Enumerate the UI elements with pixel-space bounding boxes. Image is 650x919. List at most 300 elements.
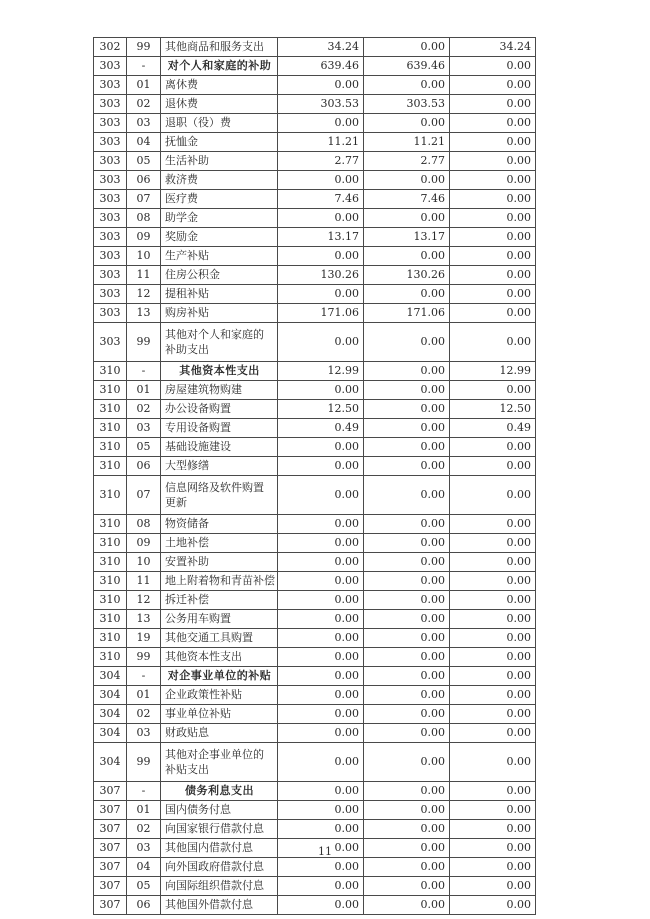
table-row bbox=[94, 648, 536, 667]
class-code-cell: 307 bbox=[94, 858, 127, 877]
item-name-cell: 向外国政府借款付息 bbox=[161, 858, 278, 877]
table-row bbox=[94, 419, 536, 438]
total-amount-cell: 0.00 bbox=[278, 285, 364, 304]
project-expenditure-cell: 0.00 bbox=[450, 782, 536, 801]
table-row bbox=[94, 724, 536, 743]
budget-expenditure-table bbox=[93, 37, 536, 915]
item-code-cell: 10 bbox=[127, 553, 161, 572]
table-row bbox=[94, 95, 536, 114]
table-row bbox=[94, 152, 536, 171]
basic-expenditure-cell: 0.00 bbox=[364, 858, 450, 877]
total-amount-cell: 0.00 bbox=[278, 534, 364, 553]
project-expenditure-cell: 0.00 bbox=[450, 572, 536, 591]
item-code-cell: 03 bbox=[127, 114, 161, 133]
table-row bbox=[94, 209, 536, 228]
total-amount-cell: 7.46 bbox=[278, 190, 364, 209]
class-code-cell: 310 bbox=[94, 553, 127, 572]
total-amount-cell: 0.00 bbox=[278, 247, 364, 266]
item-code-cell: 12 bbox=[127, 285, 161, 304]
item-name-cell: 助学金 bbox=[161, 209, 278, 228]
total-amount-cell: 0.00 bbox=[278, 381, 364, 400]
class-code-cell: 310 bbox=[94, 610, 127, 629]
table-row bbox=[94, 705, 536, 724]
total-amount-cell: 0.00 bbox=[278, 629, 364, 648]
basic-expenditure-cell: 11.21 bbox=[364, 133, 450, 152]
project-expenditure-cell: 0.00 bbox=[450, 228, 536, 247]
class-code-cell: 304 bbox=[94, 686, 127, 705]
class-code-cell: 310 bbox=[94, 457, 127, 476]
basic-expenditure-cell: 0.00 bbox=[364, 610, 450, 629]
basic-expenditure-cell: 7.46 bbox=[364, 190, 450, 209]
class-code-cell: 310 bbox=[94, 362, 127, 381]
class-code-cell: 303 bbox=[94, 171, 127, 190]
class-code-cell: 307 bbox=[94, 801, 127, 820]
total-amount-cell: 13.17 bbox=[278, 228, 364, 247]
basic-expenditure-cell: 0.00 bbox=[364, 400, 450, 419]
class-code-cell: 307 bbox=[94, 839, 127, 858]
item-code-cell: 02 bbox=[127, 705, 161, 724]
total-amount-cell: 0.00 bbox=[278, 610, 364, 629]
project-expenditure-cell: 0.00 bbox=[450, 820, 536, 839]
item-name-cell: 事业单位补贴 bbox=[161, 705, 278, 724]
item-code-cell: 13 bbox=[127, 610, 161, 629]
item-name-cell: 向国际组织借款付息 bbox=[161, 877, 278, 896]
section-row bbox=[94, 362, 536, 381]
total-amount-cell: 171.06 bbox=[278, 304, 364, 323]
project-expenditure-cell: 0.00 bbox=[450, 591, 536, 610]
project-expenditure-cell: 0.49 bbox=[450, 419, 536, 438]
total-amount-cell: 0.00 bbox=[278, 801, 364, 820]
item-code-cell: - bbox=[127, 57, 161, 76]
item-code-cell: 04 bbox=[127, 133, 161, 152]
table-row bbox=[94, 323, 536, 362]
class-code-cell: 303 bbox=[94, 247, 127, 266]
item-name-cell: 房屋建筑物购建 bbox=[161, 381, 278, 400]
item-code-cell: 19 bbox=[127, 629, 161, 648]
table-row bbox=[94, 591, 536, 610]
class-code-cell: 303 bbox=[94, 323, 127, 362]
total-amount-cell: 0.00 bbox=[278, 858, 364, 877]
item-code-cell: 03 bbox=[127, 419, 161, 438]
item-code-cell: 09 bbox=[127, 534, 161, 553]
class-code-cell: 303 bbox=[94, 95, 127, 114]
basic-expenditure-cell: 0.00 bbox=[364, 801, 450, 820]
total-amount-cell: 0.00 bbox=[278, 171, 364, 190]
item-name-cell: 其他国外借款付息 bbox=[161, 896, 278, 915]
total-amount-cell: 0.49 bbox=[278, 419, 364, 438]
item-name-cell: 其他国内借款付息 bbox=[161, 839, 278, 858]
total-amount-cell: 0.00 bbox=[278, 515, 364, 534]
class-code-cell: 307 bbox=[94, 820, 127, 839]
basic-expenditure-cell: 0.00 bbox=[364, 896, 450, 915]
basic-expenditure-cell: 0.00 bbox=[364, 553, 450, 572]
total-amount-cell: 0.00 bbox=[278, 572, 364, 591]
total-amount-cell: 12.99 bbox=[278, 362, 364, 381]
basic-expenditure-cell: 2.77 bbox=[364, 152, 450, 171]
class-code-cell: 307 bbox=[94, 896, 127, 915]
page-number: 11 bbox=[318, 845, 332, 858]
table-row bbox=[94, 381, 536, 400]
project-expenditure-cell: 0.00 bbox=[450, 266, 536, 285]
item-code-cell: 05 bbox=[127, 438, 161, 457]
total-amount-cell: 0.00 bbox=[278, 724, 364, 743]
item-code-cell: 02 bbox=[127, 820, 161, 839]
section-row bbox=[94, 667, 536, 686]
item-name-cell: 大型修缮 bbox=[161, 457, 278, 476]
basic-expenditure-cell: 0.00 bbox=[364, 820, 450, 839]
class-code-cell: 310 bbox=[94, 629, 127, 648]
basic-expenditure-cell: 0.00 bbox=[364, 743, 450, 782]
class-code-cell: 310 bbox=[94, 381, 127, 400]
item-code-cell: 10 bbox=[127, 247, 161, 266]
item-code-cell: 04 bbox=[127, 858, 161, 877]
total-amount-cell: 0.00 bbox=[278, 438, 364, 457]
item-code-cell: 11 bbox=[127, 266, 161, 285]
basic-expenditure-cell: 0.00 bbox=[364, 648, 450, 667]
section-row bbox=[94, 57, 536, 76]
table-row bbox=[94, 572, 536, 591]
table-row bbox=[94, 629, 536, 648]
table-row bbox=[94, 457, 536, 476]
item-name-cell: 其他商品和服务支出 bbox=[161, 38, 278, 57]
basic-expenditure-cell: 0.00 bbox=[364, 419, 450, 438]
item-name-cell: 信息网络及软件购置更新 bbox=[161, 476, 278, 515]
item-name-cell: 抚恤金 bbox=[161, 133, 278, 152]
item-code-cell: 05 bbox=[127, 877, 161, 896]
class-code-cell: 303 bbox=[94, 57, 127, 76]
item-name-cell: 生活补助 bbox=[161, 152, 278, 171]
project-expenditure-cell: 0.00 bbox=[450, 534, 536, 553]
total-amount-cell: 0.00 bbox=[278, 667, 364, 686]
table-row bbox=[94, 686, 536, 705]
total-amount-cell: 0.00 bbox=[278, 209, 364, 228]
table-row bbox=[94, 171, 536, 190]
total-amount-cell: 0.00 bbox=[278, 76, 364, 95]
total-amount-cell: 12.50 bbox=[278, 400, 364, 419]
total-amount-cell: 0.00 bbox=[278, 839, 364, 858]
table-row bbox=[94, 877, 536, 896]
table-row bbox=[94, 400, 536, 419]
item-code-cell: - bbox=[127, 667, 161, 686]
item-name-cell: 其他资本性支出 bbox=[161, 648, 278, 667]
table-row bbox=[94, 820, 536, 839]
class-code-cell: 307 bbox=[94, 877, 127, 896]
total-amount-cell: 0.00 bbox=[278, 553, 364, 572]
class-code-cell: 304 bbox=[94, 705, 127, 724]
item-name-cell: 其他对企事业单位的补贴支出 bbox=[161, 743, 278, 782]
table-row bbox=[94, 438, 536, 457]
item-name-cell: 生产补贴 bbox=[161, 247, 278, 266]
basic-expenditure-cell: 0.00 bbox=[364, 667, 450, 686]
basic-expenditure-cell: 0.00 bbox=[364, 381, 450, 400]
basic-expenditure-cell: 0.00 bbox=[364, 323, 450, 362]
total-amount-cell: 11.21 bbox=[278, 133, 364, 152]
class-code-cell: 304 bbox=[94, 743, 127, 782]
table-row bbox=[94, 896, 536, 915]
item-name-cell: 对企事业单位的补贴 bbox=[161, 667, 278, 686]
table-row bbox=[94, 515, 536, 534]
project-expenditure-cell: 0.00 bbox=[450, 667, 536, 686]
item-name-cell: 企业政策性补贴 bbox=[161, 686, 278, 705]
basic-expenditure-cell: 0.00 bbox=[364, 515, 450, 534]
item-name-cell: 债务利息支出 bbox=[161, 782, 278, 801]
item-code-cell: 06 bbox=[127, 896, 161, 915]
basic-expenditure-cell: 0.00 bbox=[364, 247, 450, 266]
item-name-cell: 拆迁补偿 bbox=[161, 591, 278, 610]
class-code-cell: 302 bbox=[94, 38, 127, 57]
item-name-cell: 医疗费 bbox=[161, 190, 278, 209]
basic-expenditure-cell: 639.46 bbox=[364, 57, 450, 76]
project-expenditure-cell: 0.00 bbox=[450, 686, 536, 705]
item-name-cell: 购房补贴 bbox=[161, 304, 278, 323]
class-code-cell: 303 bbox=[94, 114, 127, 133]
table-row bbox=[94, 190, 536, 209]
table-row bbox=[94, 553, 536, 572]
class-code-cell: 303 bbox=[94, 76, 127, 95]
project-expenditure-cell: 0.00 bbox=[450, 247, 536, 266]
item-code-cell: 02 bbox=[127, 400, 161, 419]
item-code-cell: 08 bbox=[127, 209, 161, 228]
table-row bbox=[94, 534, 536, 553]
item-name-cell: 国内债务付息 bbox=[161, 801, 278, 820]
class-code-cell: 303 bbox=[94, 133, 127, 152]
table-row bbox=[94, 304, 536, 323]
project-expenditure-cell: 0.00 bbox=[450, 705, 536, 724]
project-expenditure-cell: 0.00 bbox=[450, 515, 536, 534]
project-expenditure-cell: 0.00 bbox=[450, 877, 536, 896]
item-name-cell: 土地补偿 bbox=[161, 534, 278, 553]
item-code-cell: 01 bbox=[127, 381, 161, 400]
item-code-cell: 08 bbox=[127, 515, 161, 534]
total-amount-cell: 0.00 bbox=[278, 114, 364, 133]
total-amount-cell: 2.77 bbox=[278, 152, 364, 171]
class-code-cell: 304 bbox=[94, 667, 127, 686]
item-code-cell: 99 bbox=[127, 38, 161, 57]
item-code-cell: 99 bbox=[127, 648, 161, 667]
project-expenditure-cell: 0.00 bbox=[450, 209, 536, 228]
project-expenditure-cell: 0.00 bbox=[450, 629, 536, 648]
table-row bbox=[94, 743, 536, 782]
total-amount-cell: 0.00 bbox=[278, 648, 364, 667]
basic-expenditure-cell: 0.00 bbox=[364, 76, 450, 95]
item-code-cell: - bbox=[127, 782, 161, 801]
project-expenditure-cell: 0.00 bbox=[450, 171, 536, 190]
project-expenditure-cell: 0.00 bbox=[450, 438, 536, 457]
project-expenditure-cell: 0.00 bbox=[450, 801, 536, 820]
item-name-cell: 救济费 bbox=[161, 171, 278, 190]
class-code-cell: 310 bbox=[94, 476, 127, 515]
item-code-cell: 02 bbox=[127, 95, 161, 114]
section-row bbox=[94, 782, 536, 801]
item-name-cell: 对个人和家庭的补助 bbox=[161, 57, 278, 76]
item-name-cell: 地上附着物和青苗补偿 bbox=[161, 572, 278, 591]
basic-expenditure-cell: 0.00 bbox=[364, 591, 450, 610]
project-expenditure-cell: 34.24 bbox=[450, 38, 536, 57]
total-amount-cell: 0.00 bbox=[278, 896, 364, 915]
item-code-cell: 12 bbox=[127, 591, 161, 610]
basic-expenditure-cell: 0.00 bbox=[364, 572, 450, 591]
class-code-cell: 310 bbox=[94, 591, 127, 610]
item-code-cell: 01 bbox=[127, 76, 161, 95]
project-expenditure-cell: 12.50 bbox=[450, 400, 536, 419]
basic-expenditure-cell: 0.00 bbox=[364, 457, 450, 476]
table-row bbox=[94, 133, 536, 152]
item-code-cell: 07 bbox=[127, 190, 161, 209]
project-expenditure-cell: 0.00 bbox=[450, 95, 536, 114]
project-expenditure-cell: 0.00 bbox=[450, 285, 536, 304]
basic-expenditure-cell: 0.00 bbox=[364, 114, 450, 133]
basic-expenditure-cell: 303.53 bbox=[364, 95, 450, 114]
table-row bbox=[94, 76, 536, 95]
table-row bbox=[94, 228, 536, 247]
table-row bbox=[94, 285, 536, 304]
table-row bbox=[94, 610, 536, 629]
class-code-cell: 310 bbox=[94, 438, 127, 457]
project-expenditure-cell: 0.00 bbox=[450, 553, 536, 572]
basic-expenditure-cell: 0.00 bbox=[364, 209, 450, 228]
basic-expenditure-cell: 171.06 bbox=[364, 304, 450, 323]
item-name-cell: 其他资本性支出 bbox=[161, 362, 278, 381]
project-expenditure-cell: 0.00 bbox=[450, 133, 536, 152]
class-code-cell: 303 bbox=[94, 190, 127, 209]
class-code-cell: 303 bbox=[94, 152, 127, 171]
item-name-cell: 办公设备购置 bbox=[161, 400, 278, 419]
table-row bbox=[94, 114, 536, 133]
class-code-cell: 303 bbox=[94, 304, 127, 323]
item-code-cell: 03 bbox=[127, 724, 161, 743]
item-code-cell: - bbox=[127, 362, 161, 381]
total-amount-cell: 34.24 bbox=[278, 38, 364, 57]
class-code-cell: 303 bbox=[94, 266, 127, 285]
basic-expenditure-cell: 0.00 bbox=[364, 686, 450, 705]
class-code-cell: 310 bbox=[94, 419, 127, 438]
table-row bbox=[94, 858, 536, 877]
class-code-cell: 303 bbox=[94, 228, 127, 247]
basic-expenditure-cell: 0.00 bbox=[364, 629, 450, 648]
item-name-cell: 基础设施建设 bbox=[161, 438, 278, 457]
item-code-cell: 99 bbox=[127, 323, 161, 362]
project-expenditure-cell: 0.00 bbox=[450, 457, 536, 476]
total-amount-cell: 130.26 bbox=[278, 266, 364, 285]
item-name-cell: 公务用车购置 bbox=[161, 610, 278, 629]
total-amount-cell: 639.46 bbox=[278, 57, 364, 76]
basic-expenditure-cell: 0.00 bbox=[364, 38, 450, 57]
project-expenditure-cell: 0.00 bbox=[450, 476, 536, 515]
project-expenditure-cell: 0.00 bbox=[450, 896, 536, 915]
total-amount-cell: 0.00 bbox=[278, 457, 364, 476]
table-row bbox=[94, 38, 536, 57]
class-code-cell: 310 bbox=[94, 534, 127, 553]
project-expenditure-cell: 0.00 bbox=[450, 304, 536, 323]
item-code-cell: 06 bbox=[127, 171, 161, 190]
total-amount-cell: 0.00 bbox=[278, 476, 364, 515]
item-name-cell: 安置补助 bbox=[161, 553, 278, 572]
class-code-cell: 310 bbox=[94, 648, 127, 667]
class-code-cell: 303 bbox=[94, 209, 127, 228]
class-code-cell: 310 bbox=[94, 515, 127, 534]
item-name-cell: 财政贴息 bbox=[161, 724, 278, 743]
project-expenditure-cell: 0.00 bbox=[450, 190, 536, 209]
item-name-cell: 提租补贴 bbox=[161, 285, 278, 304]
item-name-cell: 向国家银行借款付息 bbox=[161, 820, 278, 839]
item-name-cell: 奖励金 bbox=[161, 228, 278, 247]
basic-expenditure-cell: 0.00 bbox=[364, 724, 450, 743]
item-code-cell: 09 bbox=[127, 228, 161, 247]
total-amount-cell: 303.53 bbox=[278, 95, 364, 114]
basic-expenditure-cell: 130.26 bbox=[364, 266, 450, 285]
item-code-cell: 13 bbox=[127, 304, 161, 323]
project-expenditure-cell: 0.00 bbox=[450, 610, 536, 629]
table-body bbox=[94, 38, 536, 915]
project-expenditure-cell: 0.00 bbox=[450, 76, 536, 95]
class-code-cell: 307 bbox=[94, 782, 127, 801]
item-code-cell: 99 bbox=[127, 743, 161, 782]
total-amount-cell: 0.00 bbox=[278, 877, 364, 896]
total-amount-cell: 0.00 bbox=[278, 782, 364, 801]
item-name-cell: 专用设备购置 bbox=[161, 419, 278, 438]
class-code-cell: 310 bbox=[94, 400, 127, 419]
project-expenditure-cell: 0.00 bbox=[450, 743, 536, 782]
project-expenditure-cell: 0.00 bbox=[450, 839, 536, 858]
project-expenditure-cell: 12.99 bbox=[450, 362, 536, 381]
table-row bbox=[94, 476, 536, 515]
basic-expenditure-cell: 0.00 bbox=[364, 438, 450, 457]
table-row bbox=[94, 247, 536, 266]
total-amount-cell: 0.00 bbox=[278, 686, 364, 705]
item-code-cell: 07 bbox=[127, 476, 161, 515]
table-row bbox=[94, 266, 536, 285]
project-expenditure-cell: 0.00 bbox=[450, 114, 536, 133]
item-name-cell: 退职（役）费 bbox=[161, 114, 278, 133]
basic-expenditure-cell: 0.00 bbox=[364, 839, 450, 858]
item-name-cell: 退休费 bbox=[161, 95, 278, 114]
item-name-cell: 离休费 bbox=[161, 76, 278, 95]
basic-expenditure-cell: 0.00 bbox=[364, 476, 450, 515]
class-code-cell: 303 bbox=[94, 285, 127, 304]
project-expenditure-cell: 0.00 bbox=[450, 152, 536, 171]
basic-expenditure-cell: 0.00 bbox=[364, 782, 450, 801]
item-name-cell: 物资储备 bbox=[161, 515, 278, 534]
table-row bbox=[94, 801, 536, 820]
total-amount-cell: 0.00 bbox=[278, 705, 364, 724]
project-expenditure-cell: 0.00 bbox=[450, 381, 536, 400]
project-expenditure-cell: 0.00 bbox=[450, 323, 536, 362]
basic-expenditure-cell: 13.17 bbox=[364, 228, 450, 247]
item-name-cell: 其他交通工具购置 bbox=[161, 629, 278, 648]
total-amount-cell: 0.00 bbox=[278, 591, 364, 610]
item-name-cell: 住房公积金 bbox=[161, 266, 278, 285]
basic-expenditure-cell: 0.00 bbox=[364, 285, 450, 304]
basic-expenditure-cell: 0.00 bbox=[364, 171, 450, 190]
item-code-cell: 05 bbox=[127, 152, 161, 171]
basic-expenditure-cell: 0.00 bbox=[364, 534, 450, 553]
item-code-cell: 01 bbox=[127, 686, 161, 705]
project-expenditure-cell: 0.00 bbox=[450, 858, 536, 877]
basic-expenditure-cell: 0.00 bbox=[364, 362, 450, 381]
item-code-cell: 06 bbox=[127, 457, 161, 476]
project-expenditure-cell: 0.00 bbox=[450, 724, 536, 743]
basic-expenditure-cell: 0.00 bbox=[364, 877, 450, 896]
project-expenditure-cell: 0.00 bbox=[450, 57, 536, 76]
project-expenditure-cell: 0.00 bbox=[450, 648, 536, 667]
class-code-cell: 304 bbox=[94, 724, 127, 743]
total-amount-cell: 0.00 bbox=[278, 820, 364, 839]
class-code-cell: 310 bbox=[94, 572, 127, 591]
item-code-cell: 01 bbox=[127, 801, 161, 820]
item-name-cell: 其他对个人和家庭的补助支出 bbox=[161, 323, 278, 362]
basic-expenditure-cell: 0.00 bbox=[364, 705, 450, 724]
item-code-cell: 03 bbox=[127, 839, 161, 858]
